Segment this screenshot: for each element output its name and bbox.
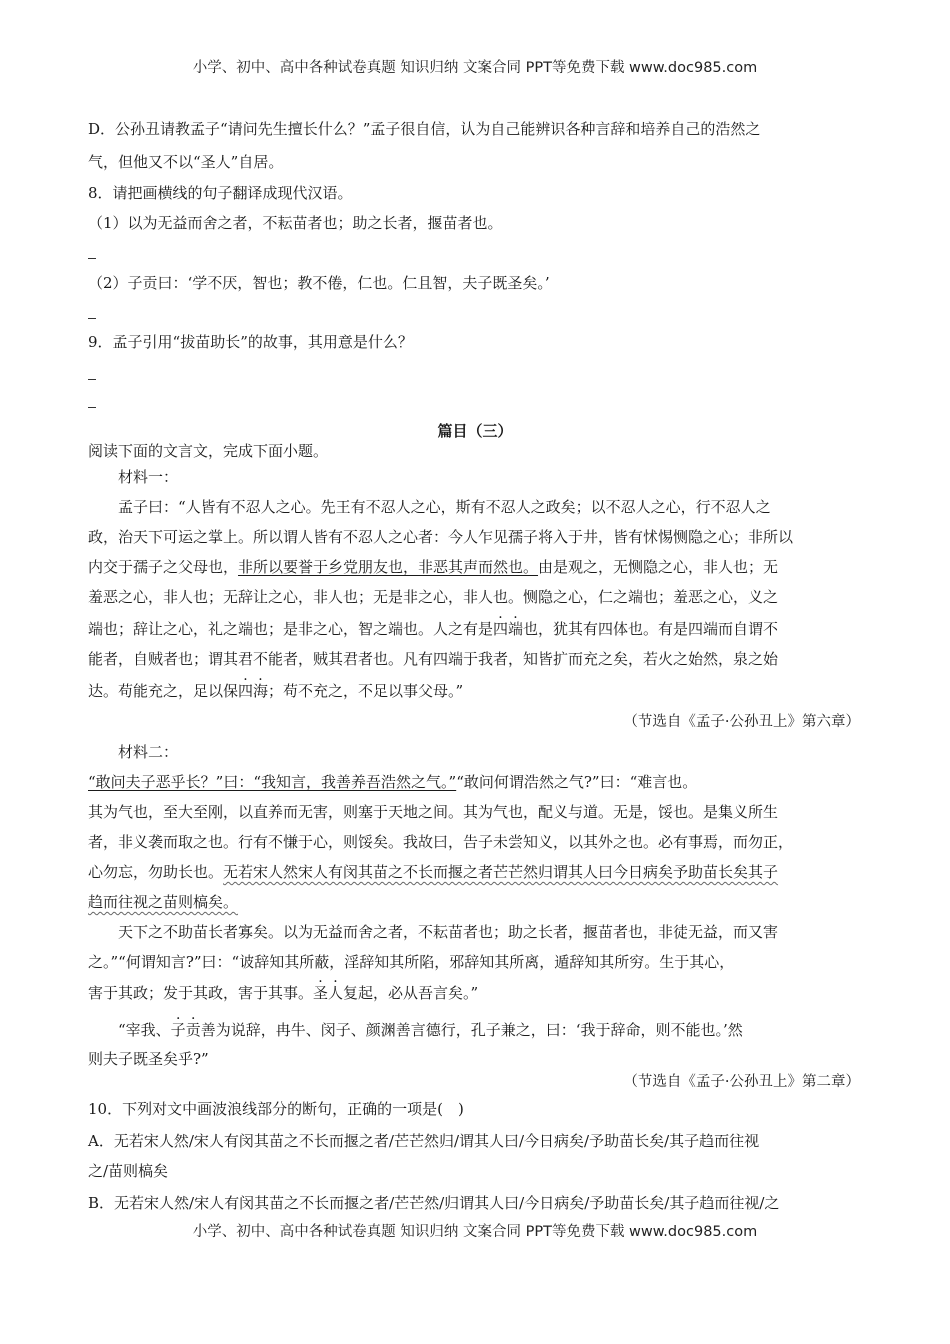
answer-blank[interactable]: [88, 407, 96, 408]
dotted-char: 人: [328, 984, 344, 1002]
dotted-char: 端: [508, 620, 524, 638]
material-1-line: [88, 556, 778, 578]
material-2-line: [88, 982, 478, 1004]
dotted-char: 圣: [313, 984, 329, 1002]
text-span: 善为说辞，冉牛、闵子、颜渊善言德行，孔子兼之，曰：‘我于辞命，则不能也。’然: [200, 1021, 743, 1039]
dotted-char: 四: [238, 682, 254, 700]
answer-blank[interactable]: [88, 379, 96, 380]
text-span: 达。苟能充之，足以保: [88, 682, 239, 700]
question-8-part1: （1）以为无益而舍之者，不耘苗者也；助之长者，揠苗者也。: [88, 214, 503, 232]
material-1-line: 羞恶之心，非人也；无辞让之心，非人也；无是非之心，非人也。恻隐之心，仁之端也；羞恶之心，义之: [88, 588, 779, 606]
q10-option-b[interactable]: B．无若宋人然/宋人有闵其苗之不长而揠之者/芒芒然/归谓其人曰/今日病矣/予助苗长矣/其子趋而往视/之: [88, 1194, 780, 1212]
text-span: 也，犹其有四体也。有是四端而自谓不: [523, 620, 779, 638]
q10-option-a-line1[interactable]: A．无若宋人然/宋人有闵其苗之不长而揠之者/芒芒然归/谓其人曰/今日病矣/予助苗长矣/其子趋而往视: [88, 1132, 760, 1150]
material-1-line: [88, 618, 778, 640]
answer-blank[interactable]: [88, 318, 96, 319]
question-10: 10．下列对文中画波浪线部分的断句，正确的一项是( ): [88, 1100, 464, 1118]
answer-blank[interactable]: [88, 258, 96, 259]
underlined-sentence: 非所以要誉于乡党朋友也，非恶其声而然也。: [238, 558, 539, 576]
material-2-line: 之。”“何谓知言?”曰：“诐辞知其所蔽，淫辞知其所陷，邪辞知其所离，遁辞知其所穷。生于其心，: [88, 953, 735, 971]
material-2-line: 则夫子既圣矣乎?”: [88, 1050, 209, 1068]
text-span: 由是观之，无恻隐之心，非人也；无: [538, 558, 779, 576]
material-1-line: 孟子曰：“人皆有不忍人之心。先王有不忍人之心，斯有不忍人之政矣；以不忍人之心，行不忍人之: [118, 498, 771, 516]
material-1-source: （节选自《孟子·公孙丑上》第六章）: [623, 714, 860, 730]
material-2-line: [88, 1019, 743, 1041]
text-span: “宰我、: [118, 1021, 171, 1039]
material-1-label: 材料一：: [118, 468, 179, 486]
question-8: 8．请把画横线的句子翻译成现代汉语。: [88, 184, 353, 202]
dotted-char: 海: [253, 682, 269, 700]
material-1-line: [88, 680, 463, 702]
underlined-sentence: “敢问夫子恶乎长？”曰：“我知言，我善养吾浩然之气。”: [88, 773, 457, 791]
dotted-char: 贡: [185, 1021, 201, 1039]
question-9: 9．孟子引用“拔苗助长”的故事，其用意是什么？: [88, 333, 413, 351]
wavy-underlined-passage: 无若宋人然宋人有闵其苗之不长而揠之者芒芒然归谓其人曰今日病矣予助苗长矣其子: [223, 863, 779, 881]
text-span: 内交于孺子之父母也，: [88, 558, 239, 576]
material-2-line: [88, 891, 238, 913]
text-span: “敢问何谓浩然之气?”曰：“难言也。: [456, 773, 698, 791]
material-2-source: （节选自《孟子·公孙丑上》第二章）: [623, 1074, 860, 1090]
q10-option-a-line2[interactable]: 之/苗则槁矣: [88, 1162, 169, 1180]
reading-instruction: 阅读下面的文言文，完成下面小题。: [88, 442, 329, 460]
material-1-line: 能者，自贼者也；谓其君不能者，贼其君者也。凡有四端于我者，知皆扩而充之矣，若火之始然，泉之始: [88, 650, 779, 668]
material-2-line: 其为气也，至大至刚，以直养而无害，则塞于天地之间。其为气也，配义与道。无是，馁也。是集义所生: [88, 803, 779, 821]
text-span: 害于其政；发于其政，害于其事。: [88, 984, 314, 1002]
material-2-line: [88, 861, 778, 883]
text-span: 端也；辞让之心，礼之端也；是非之心，智之端也。人之有是: [88, 620, 494, 638]
material-1-line: 政，治天下可运之掌上。所以谓人皆有不忍人之心者：今人乍见孺子将入于井，皆有怵惕恻隐之心；非所以: [88, 528, 794, 546]
text-span: ；苟不充之，不足以事父母。”: [268, 682, 464, 700]
page-header: 小学、初中、高中各种试卷真题 知识归纳 文案合同 PPT等免费下载 www.doc985.com: [192, 60, 758, 76]
q7-option-d-line1: D．公孙丑请教孟子“请问先生擅长什么？”孟子很自信，认为自己能辨识各种言辞和培养自己的浩然之: [88, 120, 761, 138]
material-2-line: [88, 771, 697, 793]
section-title: 篇目（三）: [437, 422, 513, 440]
text-span: 复起，必从吾言矣。”: [343, 984, 479, 1002]
dotted-char: 四: [493, 620, 509, 638]
material-2-line: 者，非义袭而取之也。行有不慊于心，则馁矣。我故曰，告子未尝知义，以其外之也。必有事焉，而勿正，: [88, 833, 794, 851]
dotted-char: 子: [170, 1021, 186, 1039]
question-8-part2: （2）子贡曰：‘学不厌，智也；教不倦，仁也。仁且智，夫子既圣矣。’: [88, 274, 550, 292]
text-span: 心勿忘，勿助长也。: [88, 863, 224, 881]
material-2-line: 天下之不助苗长者寡矣。以为无益而舍之者，不耘苗者也；助之长者，揠苗者也，非徒无益，而又害: [118, 923, 779, 941]
material-2-label: 材料二：: [118, 743, 179, 761]
page-footer: 小学、初中、高中各种试卷真题 知识归纳 文案合同 PPT等免费下载 www.doc985.com: [192, 1224, 758, 1240]
q7-option-d-line2: 气，但他又不以“圣人”自居。: [88, 153, 284, 171]
wavy-underlined-passage: 趋而往视之苗则槁矣。: [88, 893, 239, 911]
